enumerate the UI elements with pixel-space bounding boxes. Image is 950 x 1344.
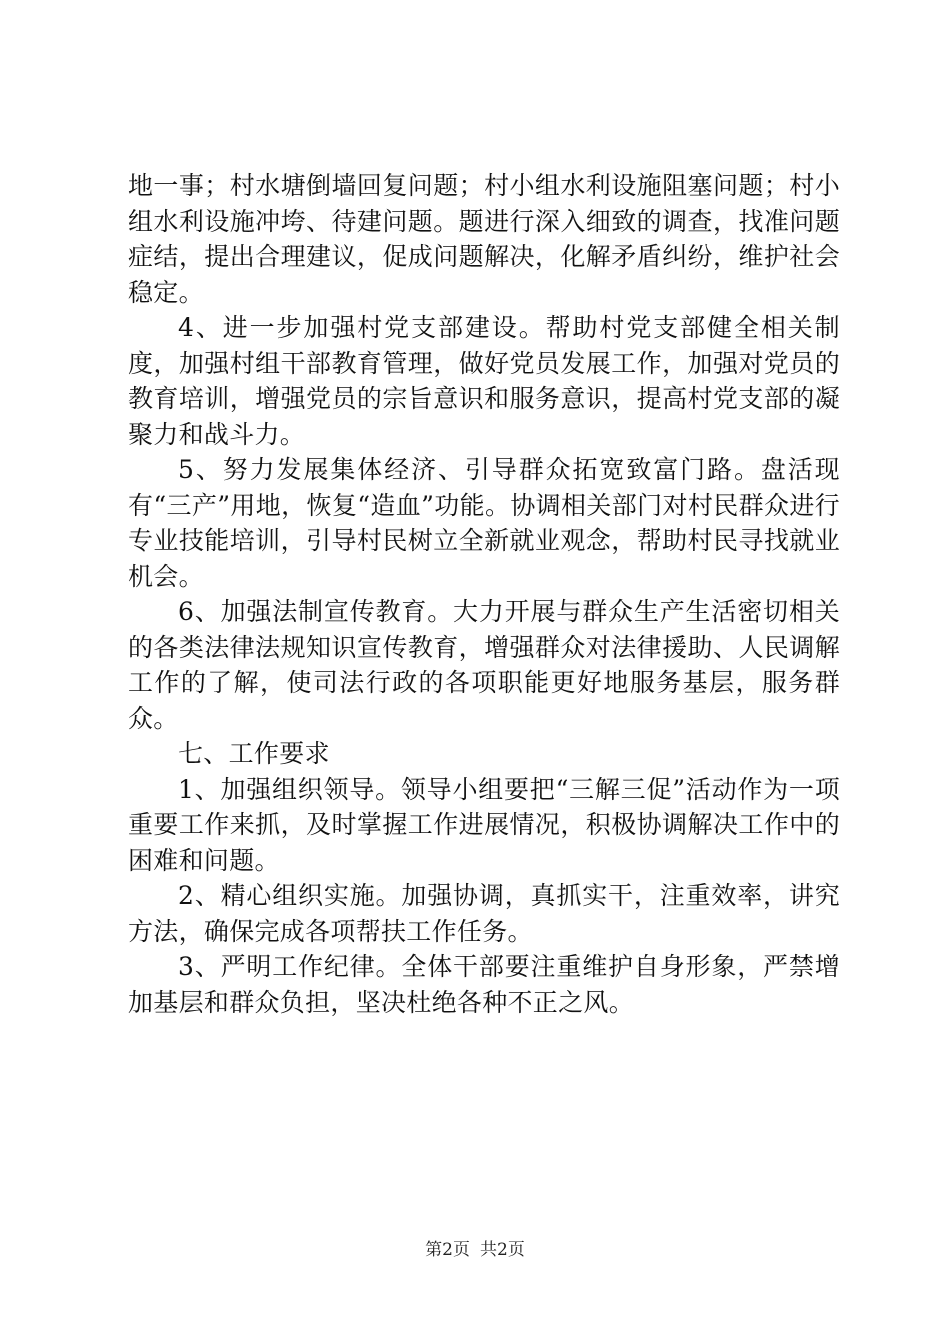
section-heading: 七、工作要求 (178, 739, 330, 768)
paragraph: 1、加强组织领导。领导小组要把“三解三促”活动作为一项重要工作来抓，及时掌握工作进展情况，积极协调解决工作中的困难和问题。 (128, 774, 840, 875)
paragraph: 地一事；村水塘倒墙回复问题；村小组水利设施阻塞问题；村小组水利设施冲垮、待建问题。题进行深入细致的调查，找准问题症结，提出合理建议，促成问题解决，化解矛盾纠纷，维护社会稳定。 (128, 171, 840, 307)
page-footer (0, 1240, 950, 1260)
paragraph: 3、严明工作纪律。全体干部要注重维护自身形象，严禁增加基层和群众负担，坚决杜绝各种不正之风。 (128, 952, 840, 1017)
paragraph: 2、精心组织实施。加强协调，真抓实干，注重效率，讲究方法，确保完成各项帮扶工作任务。 (128, 881, 840, 946)
paragraph: 6、加强法制宣传教育。大力开展与群众生产生活密切相关的各类法律法规知识宣传教育，增强群众对法律援助、人民调解工作的了解，使司法行政的各项职能更好地服务基层，服务群众。 (128, 597, 840, 733)
page-number-current: 第2页 (425, 1240, 470, 1260)
document-body (128, 168, 840, 1020)
page-number-total: 共2页 (480, 1240, 525, 1260)
paragraph: 4、进一步加强村党支部建设。帮助村党支部健全相关制度，加强村组干部教育管理，做好党员发展工作，加强对党员的教育培训，增强党员的宗旨意识和服务意识，提高村党支部的凝聚力和战斗力。 (128, 313, 840, 449)
paragraph: 5、努力发展集体经济、引导群众拓宽致富门路。盘活现有“三产”用地，恢复“造血”功能。协调相关部门对村民群众进行专业技能培训，引导村民树立全新就业观念，帮助村民寻找就业机会。 (128, 455, 840, 591)
